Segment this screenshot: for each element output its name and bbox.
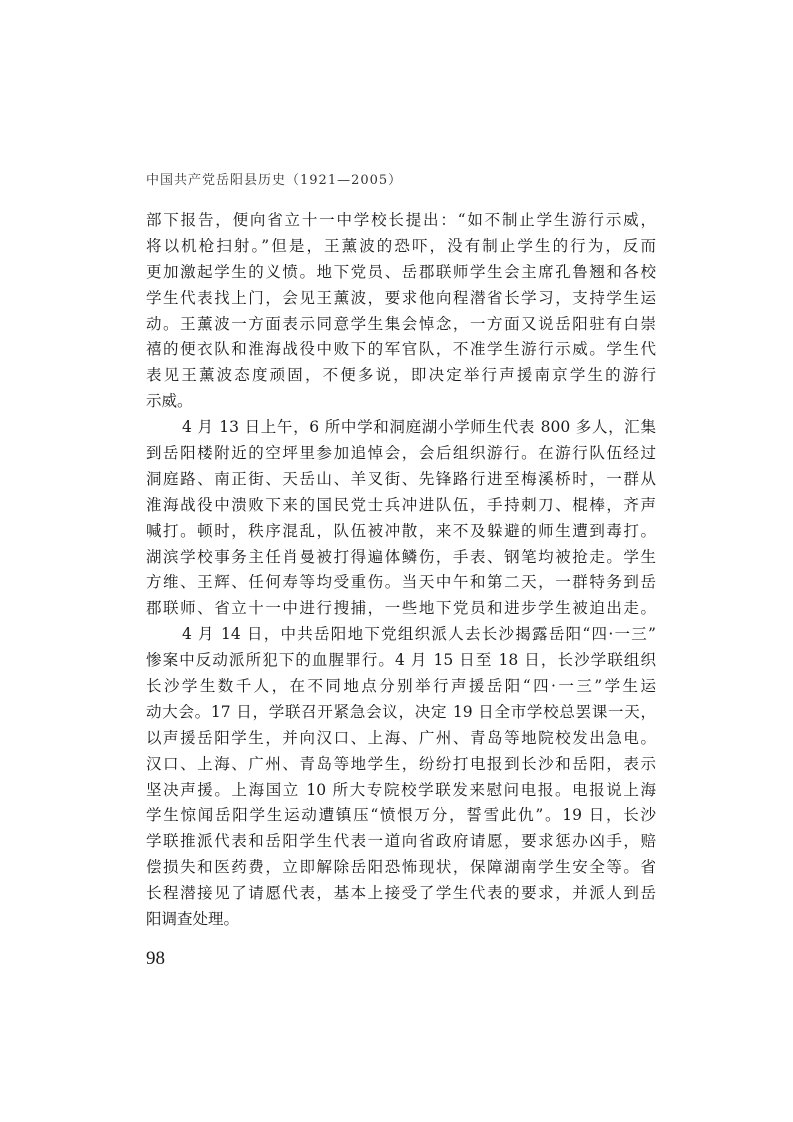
paragraph-3-line-12: 阳调查处理。 — [146, 910, 240, 929]
paragraph-3-line-8: 学生惊闻岳阳学生运动遭镇压“愤恨万分，誓雪此仇”。19 日，长沙 — [146, 806, 656, 825]
paragraph-3-line-6: 汉口、上海、广州、青岛等地学生，纷纷打电报到长沙和岳阳，表示 — [146, 754, 656, 773]
paragraph-1-line-8: 示威。 — [146, 392, 193, 411]
paragraph-1-line-2: 将以机枪扫射。”但是，王薰波的恐吓，没有制止学生的行为，反而 — [146, 236, 656, 255]
paragraph-3-line-5: 以声援岳阳学生，并向汉口、上海、广州、青岛等地院校发出急电。 — [146, 728, 656, 747]
paragraph-1-line-5: 动。王薰波一方面表示同意学生集会悼念，一方面又说岳阳驻有白崇 — [146, 314, 656, 333]
paragraph-2-line-5: 喊打。顿时，秩序混乱，队伍被冲散，来不及躲避的师生遭到毒打。 — [146, 521, 656, 540]
paragraph-2-line-6: 湖滨学校事务主任肖曼被打得遍体鳞伤，手表、钢笔均被抢走。学生 — [146, 547, 656, 566]
body-text — [146, 208, 656, 933]
paragraph-2-line-4: 淮海战役中溃败下来的国民党士兵冲进队伍，手持刺刀、棍棒，齐声 — [146, 495, 656, 514]
paragraph-1-line-1: 部下报告，便向省立十一中学校长提出：“如不制止学生游行示威， — [146, 211, 656, 229]
paragraph-1-line-3: 更加激起学生的义愤。地下党员、岳郡联师学生会主席孔鲁翘和各校 — [146, 262, 656, 281]
paragraph-1-line-6: 禧的便衣队和淮海战役中败下的军官队，不准学生游行示威。学生代 — [146, 340, 656, 359]
paragraph-1-line-4: 学生代表找上门，会见王薰波，要求他向程潜省长学习，支持学生运 — [146, 288, 656, 307]
paragraph-3-line-10: 偿损失和医药费，立即解除岳阳恐怖现状，保障湖南学生安全等。省 — [146, 858, 656, 877]
paragraph-2-line-3: 洞庭路、南正街、天岳山、羊叉街、先锋路行进至梅溪桥时，一群从 — [146, 469, 656, 488]
paragraph-1-line-7: 表见王薰波态度顽固，不便多说，即决定举行声援南京学生的游行 — [146, 366, 656, 385]
paragraph-2-line-1: 4 月 13 日上午，6 所中学和洞庭湖小学师生代表 800 多人，汇集 — [182, 418, 656, 437]
page-number: 98 — [146, 948, 165, 969]
paragraph-2-line-2: 到岳阳楼附近的空坪里参加追悼会，会后组织游行。在游行队伍经过 — [146, 444, 656, 463]
paragraph-3-line-4: 动大会。17 日，学联召开紧急会议，决定 19 日全市学校总罢课一天， — [146, 702, 656, 721]
paragraph-3-line-9: 学联推派代表和岳阳学生代表一道向省政府请愿，要求惩办凶手，赔 — [146, 832, 656, 851]
paragraph-2-line-7: 方维、王辉、任何寿等均受重伤。当天中午和第二天，一群特务到岳 — [146, 573, 656, 592]
paragraph-2-line-8: 郡联师、省立十一中进行搜捕，一些地下党员和进步学生被迫出走。 — [146, 599, 656, 618]
running-header: 中国共产党岳阳县历史（1921—2005） — [146, 173, 403, 188]
paragraph-3-line-11: 长程潜接见了请愿代表，基本上接受了学生代表的要求，并派人到岳 — [146, 884, 656, 903]
paragraph-3-line-1: 4 月 14 日，中共岳阳地下党组织派人去长沙揭露岳阳“四·一三” — [182, 625, 656, 644]
paragraph-3-line-2: 惨案中反动派所犯下的血腥罪行。4 月 15 日至 18 日，长沙学联组织 — [146, 651, 656, 670]
paragraph-3-line-3: 长沙学生数千人，在不同地点分别举行声援岳阳“四·一三”学生运 — [146, 677, 656, 696]
paragraph-3-line-7: 坚决声援。上海国立 10 所大专院校学联发来慰问电报。电报说上海 — [146, 780, 656, 799]
